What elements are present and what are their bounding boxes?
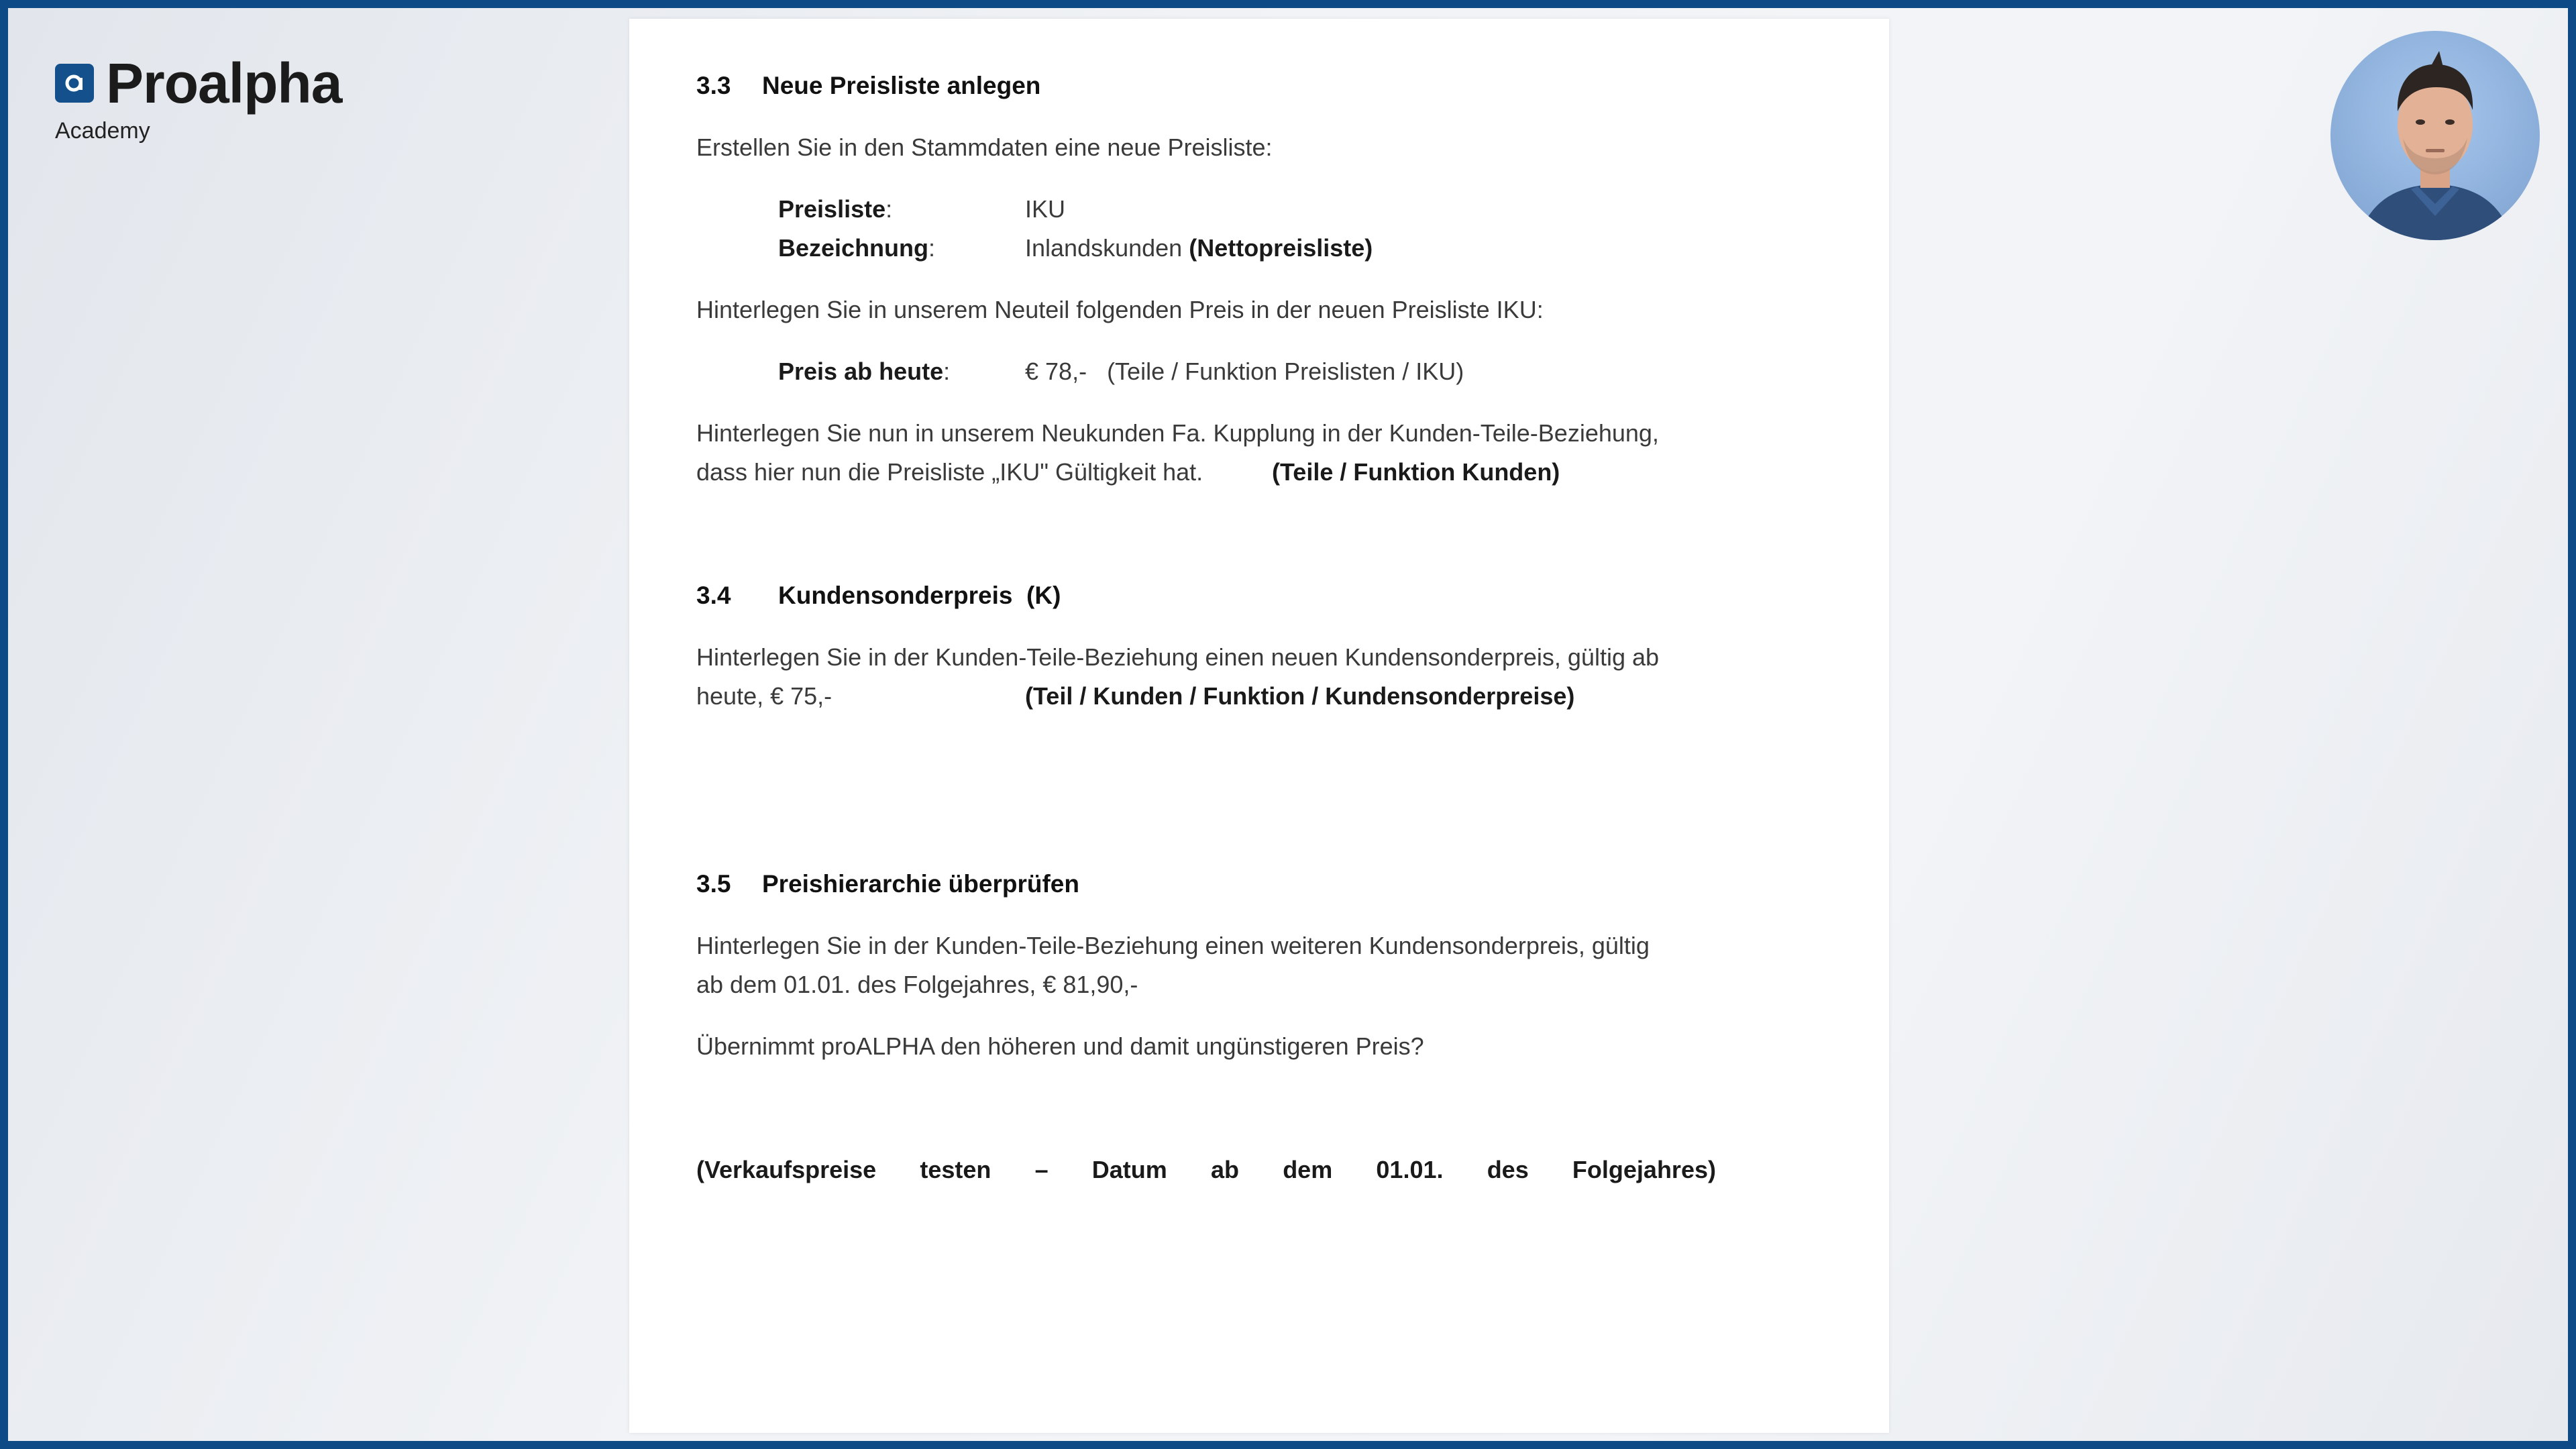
price-field [778,352,950,391]
section-3-3-paragraph-3-line-1: Hinterlegen Sie nun in unserem Neukunden Fa. Kupplung in der Kunden-Teile-Beziehung, [696,419,1659,447]
price-label: Preis ab heute [778,358,944,385]
price-colon: : [943,358,951,385]
section-3-5-question: Übernimmt proALPHA den höheren und damit ungünstigeren Preis? [696,1032,1424,1060]
footer-word: (Verkaufspreise [696,1156,877,1183]
section-3-4-line-1: Hinterlegen Sie in der Kunden-Teile-Beziehung einen neuen Kundensonderpreis, gültig ab [696,643,1660,671]
section-3-3-paragraph-3-bold: (Teile / Funktion Kunden) [1272,458,1560,486]
section-3-3-paragraph-2: Hinterlegen Sie in unserem Neuteil folgenden Preis in der neuen Preisliste IKU: [696,296,1544,323]
section-3-5-line-2: ab dem 01.01. des Folgejahres, € 81,90,- [696,971,1138,998]
presenter-avatar-icon [2330,31,2540,240]
brand-name: Proalpha [106,52,342,115]
section-3-5-number: 3.5 [696,870,731,898]
presentation-stage [8,8,2568,1441]
brand-logo [55,52,342,144]
bezeichnung-value-text: Inlandskunden [1025,234,1189,262]
section-3-5-title: Preishierarchie überprüfen [762,870,1079,898]
footer-word: – [1034,1156,1049,1183]
footer-word: testen [920,1156,991,1183]
footer-word: ab [1210,1156,1239,1183]
presenter-webcam [2330,31,2540,240]
section-3-3-title: Neue Preisliste anlegen [762,72,1041,99]
section-3-4-bold: (Teil / Kunden / Funktion / Kundensonderpreise) [1025,682,1575,710]
preisliste-label: Preisliste [778,195,886,223]
price-value: € 78,- (Teile / Funktion Preislisten / IKU) [1025,358,1464,385]
bezeichnung-colon: : [928,234,936,262]
bezeichnung-label: Bezeichnung [778,234,929,262]
bezeichnung-field [778,228,935,268]
bezeichnung-value [1025,228,1373,268]
brand-subtitle: Academy [55,118,150,144]
section-3-3-number: 3.3 [696,72,731,99]
proalpha-logo-icon [55,64,94,103]
preisliste-field [778,189,892,229]
footer-word: des [1487,1156,1529,1183]
bezeichnung-value-bold: (Nettopreisliste) [1189,234,1373,262]
preisliste-value: IKU [1025,195,1066,223]
section-3-3-paragraph-3-line-2: dass hier nun die Preisliste „IKU" Gültigkeit hat. [696,458,1203,486]
footer-word: dem [1283,1156,1333,1183]
section-3-4-number: 3.4 [696,582,731,609]
footer-word: Folgejahres) [1572,1156,1716,1183]
section-3-4-title: Kundensonderpreis (K) [778,582,1061,609]
preisliste-colon: : [885,195,893,223]
footer-word: Datum [1091,1156,1167,1183]
footer-word: 01.01. [1376,1156,1444,1183]
section-3-3-intro: Erstellen Sie in den Stammdaten eine neue Preisliste: [696,133,1273,161]
section-3-5-footer [696,1150,1716,1189]
section-3-5-line-1: Hinterlegen Sie in der Kunden-Teile-Beziehung einen weiteren Kundensonderpreis, gültig [696,932,1650,959]
document-page [629,19,1889,1433]
section-3-4-line-2: heute, € 75,- [696,682,833,710]
